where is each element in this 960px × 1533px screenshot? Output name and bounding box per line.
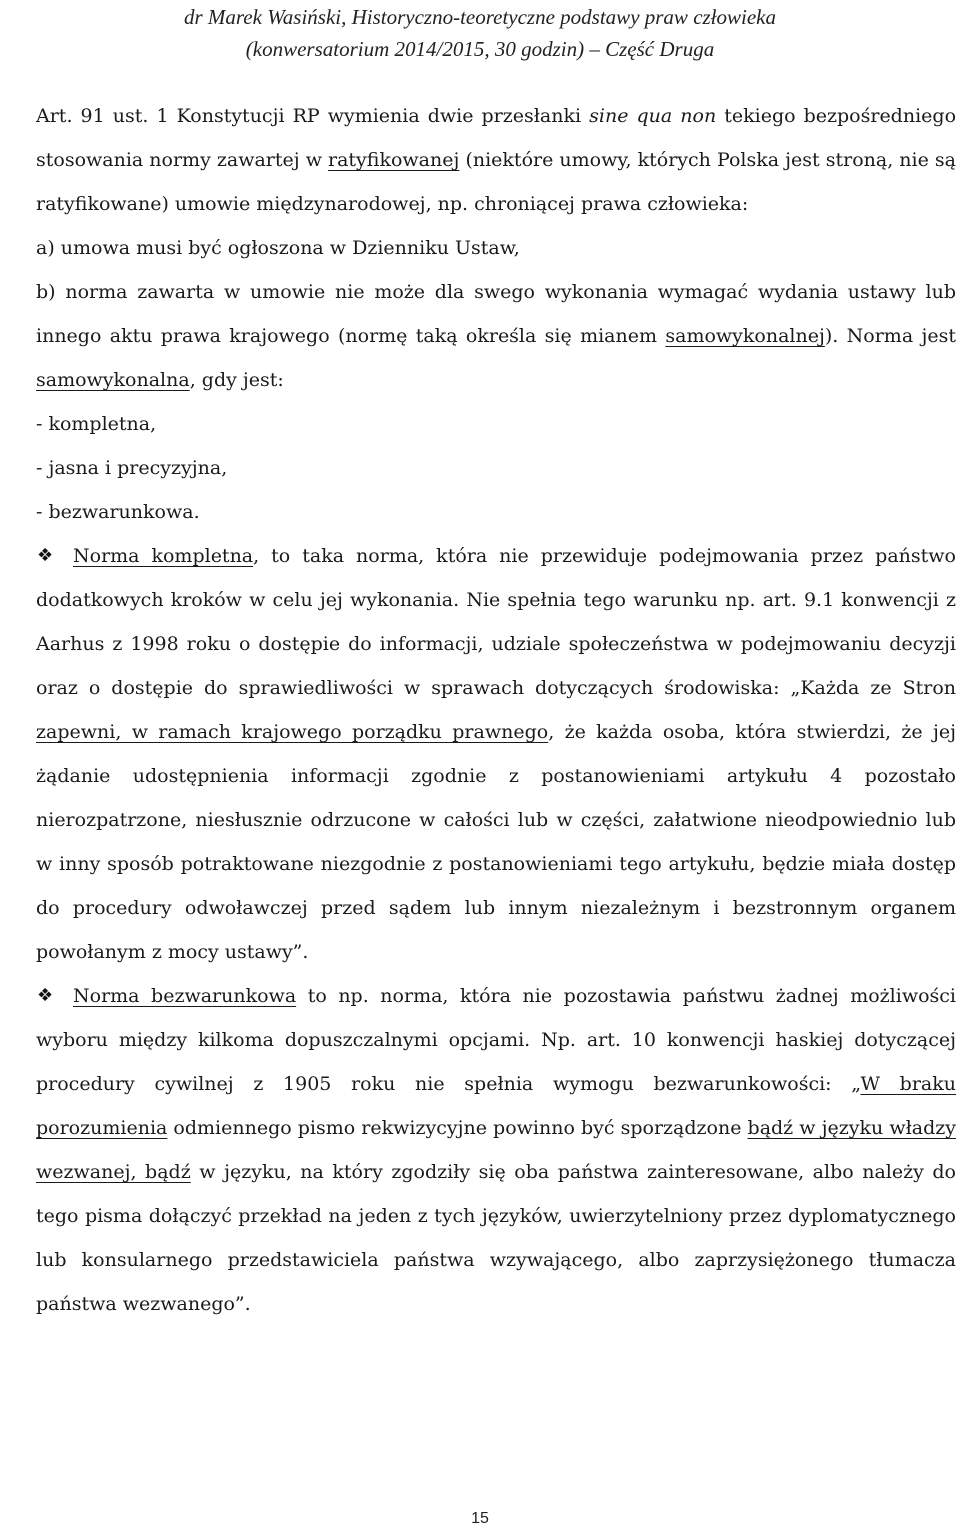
- underlined-term: bądź w języku władzy wezwanej, bądź: [36, 1117, 956, 1183]
- page-content: [36, 94, 956, 1326]
- feature-jasna: - jasna i precyzyjna,: [36, 457, 228, 479]
- text-run: , gdy jest:: [189, 369, 284, 391]
- text-run: b) norma zawarta w umowie nie może dla swego wykonania wymagać wydania ustawy lub innego aktu prawa krajowego (normę taką określa się mianem: [36, 281, 956, 347]
- bullet-norma-bezwarunkowa: [36, 974, 956, 1326]
- text-run: , to taka norma, która nie przewiduje podejmowania przez państwo dodatkowych kroków w celu jej wykonania. Nie spełnia tego warunku np. art. 9.1 konwencji z Aarhus z 1998 roku o dostępie do informacji, udziale społeczeństwa w podejmowaniu decyzji oraz o dostępie do sprawiedliwości w sprawach dotyczących środowiska: „Każda ze Stron: [36, 545, 956, 699]
- underlined-term: W braku porozumienia: [36, 1073, 956, 1139]
- feature-bezwarunkowa: - bezwarunkowa.: [36, 501, 200, 523]
- page-number: 15: [471, 1510, 489, 1527]
- header-line-2: (konwersatorium 2014/2015, 30 godzin) – Część Druga: [245, 37, 715, 61]
- diamond-bullet-icon: ❖: [37, 985, 54, 1006]
- underlined-term: samowykonalna: [36, 369, 190, 391]
- header-line-1: dr Marek Wasiński, Historyczno-teoretyczne podstawy praw człowieka: [184, 5, 776, 29]
- underlined-term: ratyfikowanej: [328, 149, 460, 171]
- italic-term: sine qua non: [589, 105, 717, 127]
- condition-b: [36, 270, 956, 402]
- underlined-term: zapewni, w ramach krajowego porządku prawnego: [36, 721, 549, 743]
- condition-a: a) umowa musi być ogłoszona w Dzienniku Ustaw,: [36, 237, 520, 259]
- page-header: [0, 0, 960, 65]
- bullet-norma-kompletna: [36, 534, 956, 974]
- text-run: odmiennego pismo rekwizycyjne powinno być sporządzone: [167, 1117, 748, 1139]
- text-run: to np. norma, która nie pozostawia państwu żadnej możliwości wyboru między kilkoma dopuszczalnymi opcjami. Np. art. 10 konwencji haskiej dotyczącej procedury cywilnej z 1905 roku nie spełnia wymogu bezwarunkowości: „: [36, 985, 956, 1095]
- feature-kompletna: - kompletna,: [36, 413, 157, 435]
- text-run: , że każda osoba, która stwierdzi, że jej żądanie udostępnienia informacji zgodnie z postanowieniami artykułu 4 pozostało nierozpatrzone, niesłusznie odrzucone w całości lub w części, załatwione nieodpowiednio lub w inny sposób potraktowane niezgodnie z postanowieniami tego artykułu, będzie miała dostęp do procedury odwoławczej przed sądem lub innym niezależnym i bezstronnym organem powołanym z mocy ustawy”.: [36, 721, 956, 963]
- text-run: w języku, na który zgodziły się oba państwa zainteresowane, albo należy do tego pisma dołączyć przekład na jeden z tych języków, uwierzytelniony przez dyplomatycznego lub konsularnego przedstawiciela państwa wzywającego, albo zaprzysiężonego tłumacza państwa wezwanego”.: [36, 1161, 956, 1315]
- text-run: Art. 91 ust. 1 Konstytucji RP wymienia dwie przesłanki: [36, 105, 590, 127]
- text-run: ). Norma jest: [824, 325, 957, 347]
- underlined-term: Norma kompletna: [73, 545, 254, 567]
- underlined-term: Norma bezwarunkowa: [73, 985, 297, 1007]
- underlined-term: samowykonalnej: [665, 325, 825, 347]
- text-run: (niektóre umowy, których Polska jest stroną, nie są ratyfikowane) umowie międzynarodowej, np. chroniącej prawa człowieka:: [36, 149, 956, 215]
- paragraph-art-91: [36, 94, 956, 226]
- diamond-bullet-icon: ❖: [37, 545, 54, 566]
- text-run: tekiego bezpośredniego stosowania normy zawartej w: [36, 105, 957, 171]
